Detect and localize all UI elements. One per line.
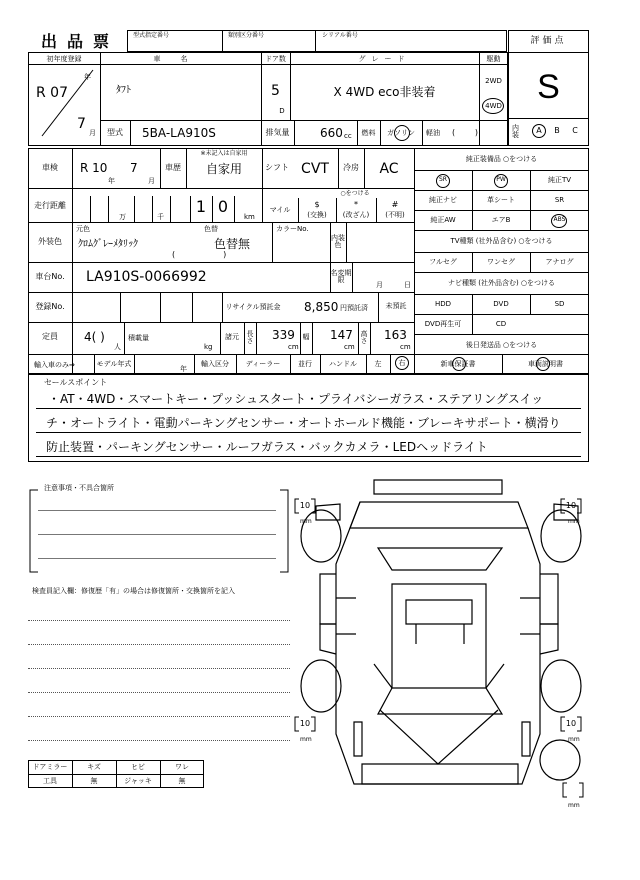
navi-dvd: DVD [493, 299, 509, 308]
eq-r1-c2: PW [496, 176, 506, 183]
header-codes-box [127, 30, 507, 52]
ac-label: 冷房 [343, 163, 359, 172]
mileage-man: 万 [119, 212, 126, 221]
first-reg-year: R 07 [36, 85, 68, 101]
mile-option: マイル [269, 205, 291, 214]
navi-sd: SD [554, 299, 565, 308]
mileage-digit-2: 0 [217, 197, 229, 216]
tire-fl-unit: mm [300, 518, 312, 525]
history-label: 車歴 [165, 163, 181, 172]
equipment-title: 純正装備品 ○をつける [465, 154, 538, 163]
length-unit: cm [288, 342, 299, 351]
length-label: 長さ [246, 330, 254, 345]
rating-value: S [537, 68, 560, 106]
cd-label: CD [495, 319, 507, 328]
shaken-month: 7 [130, 161, 138, 175]
height-label: 高さ [360, 330, 368, 345]
interior-b: B [554, 126, 560, 135]
capacity-unit: 人 [114, 342, 121, 351]
class-code-label: 類別区分番号 [228, 32, 265, 39]
legend-r2-c1: 工具 [43, 776, 57, 785]
tire-rr-depth: 10 [565, 719, 577, 728]
handle-right: 右 [398, 358, 406, 367]
eq-r2-c3: SR [554, 195, 565, 204]
mileage-digit-1: 1 [195, 197, 207, 216]
history-value: 自家用 [205, 162, 242, 176]
first-reg-month-unit: 月 [89, 128, 96, 137]
orig-color-label: 元色 [76, 224, 90, 233]
shaken-label: 車検 [42, 163, 58, 172]
inspector-label: 検査員記入欄：修復歴「有」の場合は修復箇所・交換箇所を記入 [32, 586, 235, 595]
shaken-year-unit: 年 [108, 176, 115, 185]
length-value: 339 [272, 328, 295, 342]
dims-label: 諸元 [225, 332, 239, 341]
shift-value: CVT [301, 161, 329, 177]
sales-line-1: ・AT・4WD・スマートキー・プッシュスタート・プライバシーガラス・ステアリングスイッ [48, 392, 544, 406]
legend-r1-c1: ドアミラー [32, 762, 68, 771]
tire-spare-bracket [562, 782, 584, 798]
import-label: 輸入車のみ⇒ [34, 360, 75, 369]
legend-r2-c2: 無 [90, 776, 98, 785]
sales-label: セールスポイント [44, 378, 108, 387]
name-change-day: 日 [404, 280, 411, 289]
tire-fr-unit: mm [568, 518, 580, 525]
shaken-year: R 10 [80, 161, 108, 175]
name-change-month: 月 [376, 280, 383, 289]
interior-color-label: 内装色 [331, 234, 345, 249]
first-reg-month: 7 [77, 116, 86, 132]
recycle-not: 未預託 [385, 301, 407, 310]
eq-r2-c1: 純正ナビ [429, 195, 457, 204]
handle-left: 左 [374, 359, 382, 368]
legend-r1-c2: キズ [87, 762, 101, 771]
model-label: 型式 [107, 128, 123, 137]
tire-rl-unit: mm [300, 736, 312, 743]
legend-r1-c3: ヒビ [131, 762, 145, 771]
eq-r2-c2: 革シート [487, 195, 515, 204]
legend-r2-c3: ジャッキ [124, 776, 152, 785]
later-title: 後日発送品 ○をつける [465, 340, 538, 349]
reg-label: 登録No. [35, 302, 65, 311]
mileage-sen: 千 [157, 212, 164, 221]
grade-value: X 4WD eco非装着 [333, 85, 436, 99]
fuel-paren: ( ) [452, 128, 478, 137]
fuel-gasoline: ガソリン [387, 128, 415, 137]
import-dealer: ディーラー [245, 359, 281, 368]
color-value: ｸﾛﾑｸﾞﾚｰﾒﾀﾘｯｸ [78, 239, 138, 250]
vin-value: LA910S-0066992 [86, 269, 207, 285]
shaken-month-unit: 月 [148, 176, 155, 185]
modified-option: (改ざん) [342, 210, 370, 219]
door-count-value: 5 [271, 83, 280, 99]
model-year-label: モデル年式 [96, 359, 132, 368]
capacity-label: 定員 [42, 332, 58, 341]
width-label: 幅 [302, 332, 310, 341]
tv-title: TV種類 (社外品含む) ○をつける [450, 236, 553, 245]
mileage-label: 走行距離 [34, 201, 66, 210]
car-damage-diagram [296, 474, 596, 814]
legend-r1-c4: ワレ [175, 762, 189, 771]
drive-label: 駆動 [486, 54, 501, 63]
color-label: 外装色 [38, 237, 62, 246]
recycle-done: 円預託済 [340, 303, 368, 312]
door-suffix: D [279, 106, 285, 115]
unknown-option: (不明) [385, 210, 405, 219]
interior-label: 内装 [512, 124, 519, 139]
model-value: 5BA-LA910S [142, 126, 216, 140]
first-reg-year-unit: 年 [84, 72, 91, 81]
import-cat-label: 輸入区分 [201, 359, 229, 368]
unknown-symbol: # [391, 200, 399, 209]
color-no-label: カラーNo. [276, 224, 309, 233]
eq-r3-c1: 純正AW [430, 215, 456, 224]
drive-4wd: 4WD [485, 101, 502, 110]
tv-analog: アナログ [545, 257, 574, 266]
sales-line-2: チ・オートライト・電動パーキングセンサー・オートホールド機能・ブレーキサポート・横滑り [46, 416, 561, 430]
tire-fl-depth: 10 [299, 501, 311, 510]
first-reg-label: 初年度登録 [46, 54, 82, 63]
displacement-label: 排気量 [265, 128, 290, 137]
displacement-unit: cc [344, 131, 352, 140]
color-sub-label: 色替 [204, 224, 218, 233]
dvd-playback: DVD再生可 [424, 319, 462, 328]
type-approval-label: 型式指定番号 [133, 32, 170, 39]
name-change-label: 名変期限 [330, 269, 352, 284]
exchange-symbol: $ [314, 200, 320, 209]
fuel-label: 燃料 [361, 128, 376, 137]
later-warranty: 新車保証書 [440, 359, 476, 368]
import-parallel: 並行 [298, 359, 312, 368]
mileage-km: km [244, 212, 255, 221]
navi-hdd: HDD [434, 299, 452, 308]
caution-label: 注意事項・不具合箇所 [44, 483, 114, 492]
door-count-label: ドア数 [265, 54, 286, 63]
eq-r3-c3: ABS [553, 216, 566, 223]
fuel-diesel: 軽油 [426, 128, 440, 137]
handle-label: ハンドル [329, 359, 357, 368]
width-unit: cm [344, 342, 355, 351]
exchange-option: (交換) [307, 210, 327, 219]
modified-symbol: * [354, 200, 358, 209]
capacity-value: 4( ) [84, 330, 105, 344]
vin-label: 車台No. [35, 272, 65, 281]
displacement-value: 660 [320, 126, 343, 140]
tv-one: ワンセグ [487, 257, 515, 266]
load-label: 積載量 [128, 333, 149, 342]
sheet-title: 出品票 [40, 32, 119, 51]
recycle-value: 8,850 [304, 300, 339, 314]
tv-full: フルセグ [429, 257, 457, 266]
width-value: 147 [330, 328, 353, 342]
eq-r1-c3: 純正TV [547, 175, 572, 184]
circle-note: ○をつける [340, 190, 370, 197]
load-unit: kg [204, 342, 213, 351]
car-name-label: 車名 [153, 54, 208, 63]
eq-r3-c2: エアB [491, 215, 511, 224]
color-paren: ( ) [172, 250, 227, 259]
rating-label: 評価点 [530, 35, 567, 46]
height-value: 163 [384, 328, 407, 342]
interior-a: A [536, 126, 542, 135]
shift-label: シフト [265, 163, 289, 172]
serial-label: シリアル番号 [322, 32, 358, 39]
history-note: ※未記入は自家用 [200, 150, 248, 157]
eq-r1-c1: SR [439, 176, 447, 183]
tire-rl-depth: 10 [299, 719, 311, 728]
tire-fr-depth: 10 [565, 501, 577, 510]
color-change-value: 色替無 [214, 237, 251, 251]
tire-rr-unit: mm [568, 736, 580, 743]
car-name-value: ﾀﾌﾄ [116, 85, 131, 96]
recycle-label: リサイクル預託金 [225, 302, 281, 311]
ac-value: AC [379, 161, 399, 177]
interior-c: C [572, 126, 578, 135]
later-manual: 車両説明書 [528, 359, 563, 368]
tire-spare-unit: mm [568, 802, 580, 809]
grade-label: グレード [358, 54, 411, 63]
model-year-unit: 年 [180, 364, 187, 373]
drive-2wd: 2WD [485, 76, 502, 85]
sales-line-3: 防止装置・パーキングセンサー・ルーフガラス・バックカメラ・LEDヘッドライト [46, 440, 488, 454]
navi-title: ナビ種類 (社外品含む) ○をつける [447, 278, 556, 287]
legend-r2-c4: 無 [178, 776, 186, 785]
height-unit: cm [400, 342, 411, 351]
caution-bracket [26, 486, 294, 578]
